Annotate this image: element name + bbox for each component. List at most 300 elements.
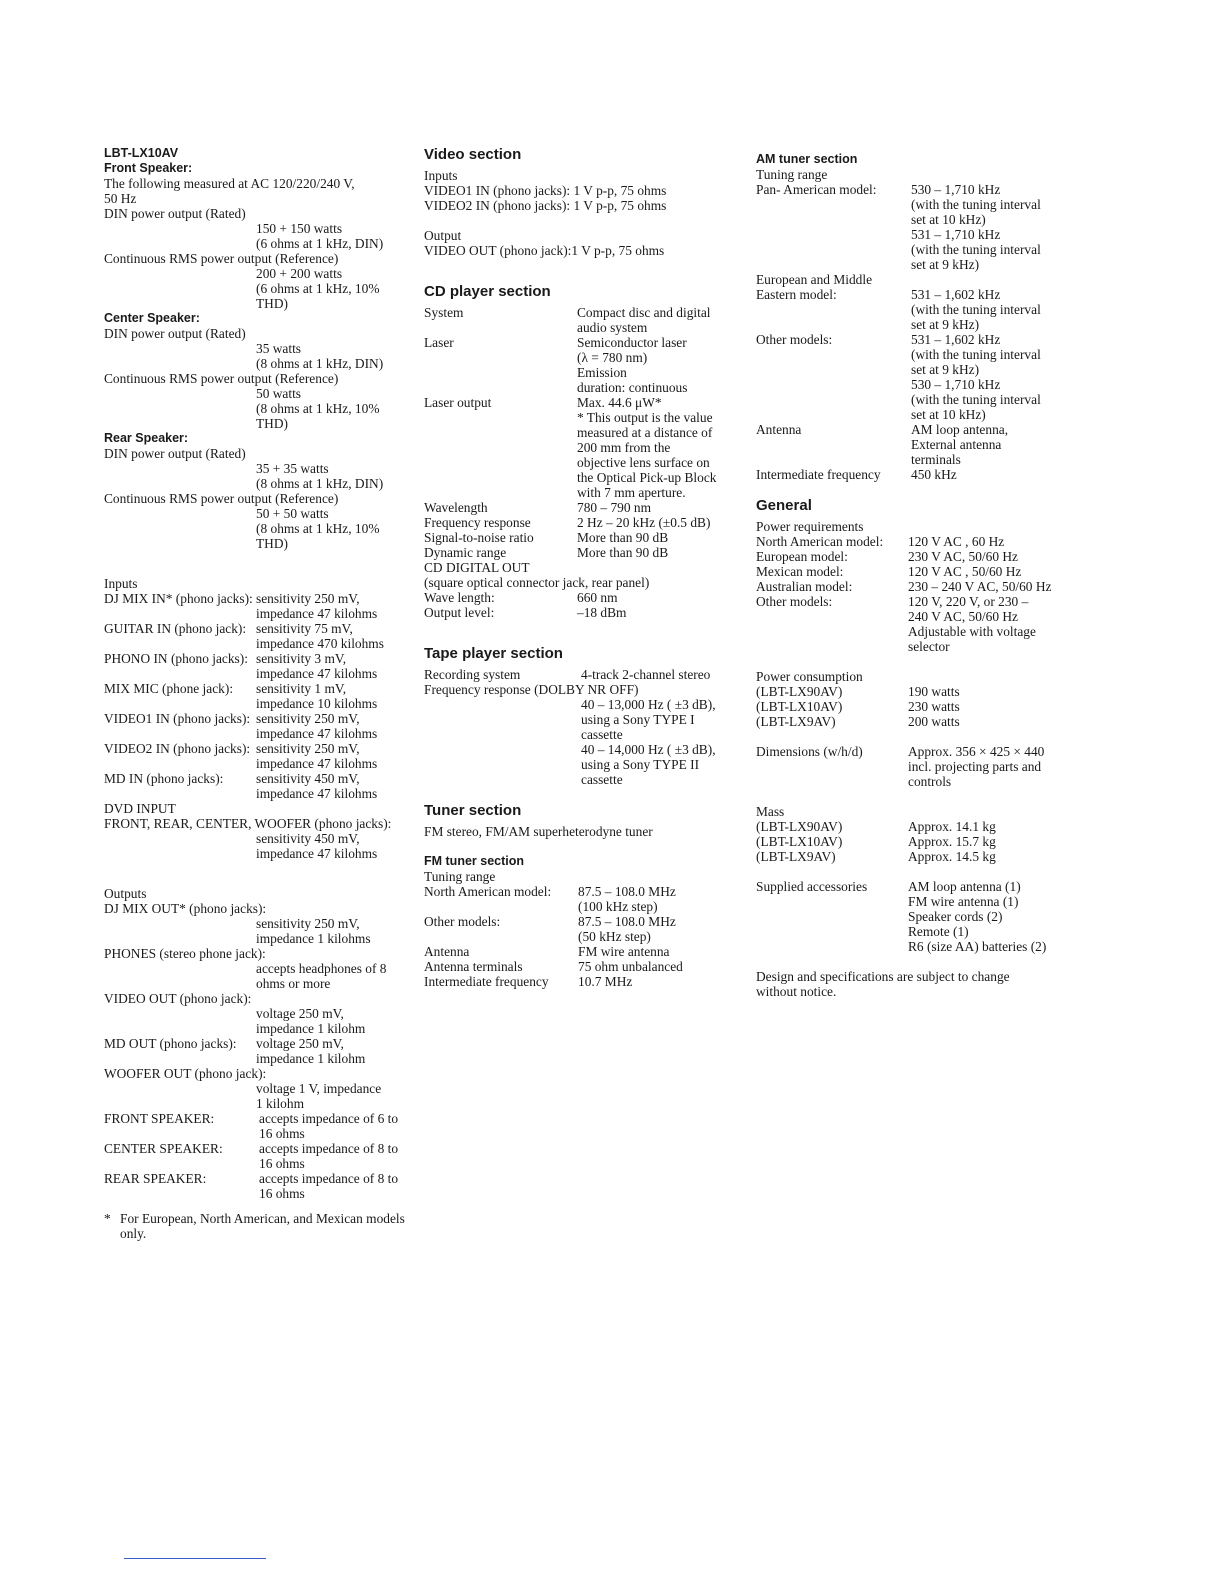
spec-row <box>104 1141 419 1156</box>
spec-label: Other models: <box>756 594 833 609</box>
spec-label: Signal-to-noise ratio <box>424 530 534 545</box>
spec-value-line: Approx. 15.7 kg <box>908 834 996 849</box>
mass-table <box>756 819 1066 864</box>
spec-value <box>578 959 744 974</box>
spec-row <box>424 959 744 974</box>
spec-value: 35 watts <box>256 341 302 356</box>
spec-value: accepts headphones of 8 <box>256 961 387 976</box>
spec-label: Recording system <box>424 667 521 682</box>
spec-value-line: 530 – 1,710 kHz <box>911 377 1001 392</box>
spec-row <box>424 667 744 682</box>
spec-value-line: Approx. 14.5 kg <box>908 849 996 864</box>
inputs-heading: Inputs <box>104 576 138 591</box>
spec-value-line: 780 – 790 nm <box>577 500 652 515</box>
spec-label: CD DIGITAL OUT <box>424 560 530 575</box>
spec-label: DIN power output (Rated) <box>104 326 246 341</box>
spec-label: Mass <box>756 804 785 819</box>
spec-value: sensitivity 250 mV, <box>256 741 360 756</box>
footnote-text: For European, North American, and Mexican models only. <box>120 1211 405 1241</box>
spec-row <box>756 819 1066 834</box>
spec-row <box>424 914 744 944</box>
spec-row <box>756 879 1066 954</box>
spec-label: Wave length: <box>424 590 495 605</box>
spec-row <box>756 422 1066 467</box>
spec-value: voltage 250 mV, <box>256 1006 344 1021</box>
spec-line: FM stereo, FM/AM superheterodyne tuner <box>424 824 653 839</box>
spec-row <box>756 714 1066 729</box>
spec-value <box>577 500 744 515</box>
spec-label: Other models: <box>756 332 833 347</box>
spec-line: VIDEO OUT (phono jack):1 V p-p, 75 ohms <box>424 243 665 258</box>
spec-value <box>908 699 1066 714</box>
spec-value: impedance 47 kilohms <box>256 666 378 681</box>
spec-row <box>424 944 744 959</box>
cd-spec-table <box>424 305 744 560</box>
spec-row <box>424 605 744 620</box>
spec-value: THD) <box>256 536 288 551</box>
spec-label: MD OUT (phono jacks): <box>104 1036 237 1051</box>
spec-label: Power requirements <box>756 519 864 534</box>
dvd-heading: DVD INPUT <box>104 801 176 816</box>
footnote <box>104 1211 419 1241</box>
spec-label: (LBT-LX10AV) <box>756 834 843 849</box>
spec-value-line: set at 10 kHz) <box>911 212 986 227</box>
spec-label: DJ MIX OUT* (phono jacks): <box>104 901 267 916</box>
spec-value-line: 87.5 – 108.0 MHz <box>578 914 676 929</box>
spec-value: impedance 1 kilohm <box>256 1021 366 1036</box>
spec-value: sensitivity 3 mV, <box>256 651 347 666</box>
spec-value <box>908 579 1066 594</box>
spec-value-line: terminals <box>911 452 961 467</box>
spec-label: PHONES (stereo phone jack): <box>104 946 266 961</box>
spec-value: sensitivity 1 mV, <box>256 681 347 696</box>
spec-value: impedance 47 kilohms <box>256 726 378 741</box>
spec-value <box>911 422 1066 467</box>
spec-label: North American model: <box>424 884 552 899</box>
spec-row <box>756 287 1066 332</box>
spec-value: (6 ohms at 1 kHz, 10% <box>256 281 380 296</box>
spec-value <box>577 590 744 605</box>
spec-label: European model: <box>756 549 848 564</box>
spec-label: Antenna <box>756 422 802 437</box>
spec-value-line: with 7 mm aperture. <box>577 485 686 500</box>
spec-value: sensitivity 250 mV, <box>256 916 360 931</box>
spec-value: 50 watts <box>256 386 302 401</box>
spec-label: (LBT-LX9AV) <box>756 714 836 729</box>
spec-label: Frequency response <box>424 515 531 530</box>
spec-row <box>424 884 744 914</box>
spec-value-line: FM wire antenna (1) <box>908 894 1019 909</box>
spec-value <box>908 534 1066 549</box>
spec-value: ohms or more <box>256 976 331 991</box>
spec-row <box>104 1171 419 1186</box>
spec-value-line: Approx. 14.1 kg <box>908 819 996 834</box>
spec-value <box>908 684 1066 699</box>
tape-frequency-values <box>424 697 744 787</box>
disclaimer: Design and specifications are subject to change <box>756 969 1010 984</box>
spec-line: VIDEO2 IN (phono jacks): 1 V p-p, 75 ohms <box>424 198 667 213</box>
power-requirements-table <box>756 534 1066 654</box>
spec-value: impedance 47 kilohms <box>256 606 378 621</box>
spec-value: sensitivity 250 mV, <box>256 711 360 726</box>
spec-value-line: 40 – 14,000 Hz ( ±3 dB), <box>581 742 716 757</box>
spec-label: Supplied accessories <box>756 879 868 894</box>
spec-label: Mexican model: <box>756 564 844 579</box>
spec-value: THD) <box>256 296 288 311</box>
spec-value <box>908 564 1066 579</box>
spec-value <box>908 549 1066 564</box>
spec-label: Output <box>424 228 462 243</box>
spec-label: Australian model: <box>756 579 853 594</box>
spec-label: Other models: <box>424 914 501 929</box>
spec-value-line: FM wire antenna <box>578 944 670 959</box>
spec-value-line: AM loop antenna, <box>911 422 1009 437</box>
spec-value-line: 450 kHz <box>911 467 957 482</box>
spec-value <box>911 182 1066 272</box>
spec-value: sensitivity 250 mV, <box>256 591 360 606</box>
spec-label: Inputs <box>424 168 458 183</box>
spec-value <box>577 335 744 395</box>
spec-value-line: incl. projecting parts and <box>908 759 1042 774</box>
spec-value-line: 87.5 – 108.0 MHz <box>578 884 676 899</box>
spec-label: Tuning range <box>756 167 828 182</box>
spec-value-line: More than 90 dB <box>577 545 669 560</box>
spec-row <box>424 530 744 545</box>
front-note: 50 Hz <box>104 191 137 206</box>
spec-value <box>908 744 1066 789</box>
spec-value: (6 ohms at 1 kHz, DIN) <box>256 236 384 251</box>
spec-label: PHONO IN (phono jacks): <box>104 651 248 666</box>
spec-value-line: measured at a distance of <box>577 425 713 440</box>
column-am-general <box>756 146 1066 999</box>
spec-row <box>424 500 744 515</box>
spec-value: 150 + 150 watts <box>256 221 343 236</box>
spec-value-line: selector <box>908 639 950 654</box>
cd-digital-table <box>424 590 744 620</box>
spec-label: Output level: <box>424 605 495 620</box>
spec-label: Tuning range <box>424 869 496 884</box>
spec-value-line: AM loop antenna (1) <box>908 879 1021 894</box>
video-section-title: Video section <box>424 146 522 163</box>
spec-row <box>756 534 1066 549</box>
spec-label: Intermediate frequency <box>756 467 881 482</box>
spec-value-line: 120 V AC , 50/60 Hz <box>908 564 1022 579</box>
spec-row <box>756 579 1066 594</box>
spec-value <box>577 605 744 620</box>
spec-label: Wavelength <box>424 500 488 515</box>
spec-value <box>577 530 744 545</box>
spec-value-line: 230 watts <box>908 699 960 714</box>
cd-section-title: CD player section <box>424 283 551 300</box>
spec-label: DJ MIX IN* (phono jacks): <box>104 591 253 606</box>
spec-value: impedance 1 kilohm <box>256 1051 366 1066</box>
spec-row <box>424 515 744 530</box>
spec-value-line: 200 watts <box>908 714 960 729</box>
spec-label: Power consumption <box>756 669 863 684</box>
spec-value <box>908 594 1066 654</box>
spec-label: MIX MIC (phone jack): <box>104 681 234 696</box>
spec-value: (8 ohms at 1 kHz, DIN) <box>256 356 384 371</box>
spec-value <box>578 884 744 914</box>
spec-value-line: Max. 44.6 μW* <box>577 395 662 410</box>
spec-value-line: (with the tuning interval <box>911 392 1041 407</box>
spec-value-line: 75 ohm unbalanced <box>578 959 683 974</box>
spec-value <box>578 974 744 989</box>
spec-label: (LBT-LX90AV) <box>756 684 843 699</box>
spec-value: 50 + 50 watts <box>256 506 329 521</box>
spec-row <box>104 741 419 756</box>
spec-label: WOOFER OUT (phono jack): <box>104 1066 267 1081</box>
spec-value-line: (100 kHz step) <box>578 899 658 914</box>
spec-value-line: 190 watts <box>908 684 960 699</box>
spec-label: Intermediate frequency <box>424 974 549 989</box>
spec-label: Dimensions (w/h/d) <box>756 744 863 759</box>
spec-row <box>756 182 1066 272</box>
spec-value-line: 660 nm <box>577 590 618 605</box>
spec-row <box>424 395 744 500</box>
spec-line: (square optical connector jack, rear panel) <box>424 575 650 590</box>
spec-value: sensitivity 75 mV, <box>256 621 353 636</box>
spec-value-line: Semiconductor laser <box>577 335 687 350</box>
disclaimer: without notice. <box>756 984 837 999</box>
spec-label: CENTER SPEAKER: <box>104 1141 223 1156</box>
spec-value-line: Speaker cords (2) <box>908 909 1003 924</box>
spec-value: impedance 1 kilohms <box>256 931 371 946</box>
spec-value: accepts impedance of 8 to <box>259 1171 399 1186</box>
spec-value: impedance 47 kilohms <box>256 786 378 801</box>
spec-row <box>424 545 744 560</box>
spec-row <box>424 305 744 335</box>
spec-value <box>908 849 1066 864</box>
spec-value-line: Compact disc and digital <box>577 305 711 320</box>
spec-label: (LBT-LX10AV) <box>756 699 843 714</box>
spec-value-line: 531 – 1,602 kHz <box>911 287 1001 302</box>
spec-value-line: 40 – 13,000 Hz ( ±3 dB), <box>581 697 716 712</box>
spec-value-line: using a Sony TYPE I <box>581 712 695 727</box>
model-title: LBT-LX10AV <box>104 146 179 160</box>
spec-label: North American model: <box>756 534 884 549</box>
spec-value <box>908 834 1066 849</box>
spec-label: European and Middle <box>756 272 873 287</box>
spec-row <box>756 744 1066 789</box>
spec-value-line: –18 dBm <box>577 605 627 620</box>
spec-row <box>104 711 419 726</box>
spec-value: (8 ohms at 1 kHz, DIN) <box>256 476 384 491</box>
spec-row <box>756 849 1066 864</box>
spec-value-line: (with the tuning interval <box>911 347 1041 362</box>
spec-label: Eastern model: <box>756 287 837 302</box>
spec-line: VIDEO1 IN (phono jacks): 1 V p-p, 75 ohms <box>424 183 667 198</box>
spec-row <box>104 771 419 786</box>
spec-value-line: (50 kHz step) <box>578 929 651 944</box>
spec-value-line: Adjustable with voltage <box>908 624 1036 639</box>
spec-row <box>104 651 419 666</box>
spec-value-line: using a Sony TYPE II <box>581 757 700 772</box>
spec-value-line: set at 9 kHz) <box>911 362 980 377</box>
spec-label: VIDEO1 IN (phono jacks): <box>104 711 251 726</box>
spec-value-line: (with the tuning interval <box>911 197 1041 212</box>
spec-value: (8 ohms at 1 kHz, 10% <box>256 401 380 416</box>
spec-value: impedance 47 kilohms <box>256 756 378 771</box>
spec-label: Continuous RMS power output (Reference) <box>104 251 339 266</box>
spec-value-line: cassette <box>581 727 623 742</box>
spec-value-line: 120 V, 220 V, or 230 – <box>908 594 1029 609</box>
spec-label: Laser output <box>424 395 492 410</box>
spec-value-line: controls <box>908 774 952 789</box>
spec-value-line: objective lens surface on <box>577 455 710 470</box>
fm-spec-table <box>424 884 744 989</box>
spec-value-line: set at 10 kHz) <box>911 407 986 422</box>
inputs-list <box>104 591 419 801</box>
general-section-title: General <box>756 497 812 514</box>
tuner-section-title: Tuner section <box>424 802 522 819</box>
tape-section-title: Tape player section <box>424 645 563 662</box>
spec-row <box>424 335 744 395</box>
center-speaker-title: Center Speaker: <box>104 311 200 325</box>
spec-value-line: 531 – 1,710 kHz <box>911 227 1001 242</box>
spec-value <box>578 914 744 944</box>
spec-label: FRONT SPEAKER: <box>104 1111 215 1126</box>
spec-label: VIDEO2 IN (phono jacks): <box>104 741 251 756</box>
front-note: The following measured at AC 120/220/240 V, <box>104 176 355 191</box>
spec-value-line: 530 – 1,710 kHz <box>911 182 1001 197</box>
spec-row <box>756 684 1066 699</box>
spec-value <box>908 819 1066 834</box>
spec-label: DIN power output (Rated) <box>104 446 246 461</box>
spec-row <box>424 590 744 605</box>
spec-row <box>104 681 419 696</box>
spec-row <box>104 621 419 636</box>
spec-row <box>104 1036 419 1051</box>
spec-value <box>911 332 1066 422</box>
spec-label: Antenna terminals <box>424 959 523 974</box>
spec-value: voltage 1 V, impedance <box>256 1081 382 1096</box>
spec-value-line: 10.7 MHz <box>578 974 633 989</box>
spec-label: (LBT-LX90AV) <box>756 819 843 834</box>
spec-value <box>908 879 1066 954</box>
spec-value: sensitivity 450 mV, <box>256 831 360 846</box>
spec-label: Continuous RMS power output (Reference) <box>104 491 339 506</box>
spec-value-line: (with the tuning interval <box>911 242 1041 257</box>
spec-label: (LBT-LX9AV) <box>756 849 836 864</box>
spec-value-line: duration: continuous <box>577 380 688 395</box>
spec-value: 16 ohms <box>259 1186 305 1201</box>
spec-value-line: External antenna <box>911 437 1002 452</box>
spec-row <box>756 564 1066 579</box>
spec-value-line: the Optical Pick-up Block <box>577 470 717 485</box>
spec-row <box>424 974 744 989</box>
spec-value: sensitivity 450 mV, <box>256 771 360 786</box>
spec-value-line: Emission <box>577 365 627 380</box>
spec-value-line: * This output is the value <box>577 410 713 425</box>
spec-value: 4-track 2-channel stereo <box>581 667 711 682</box>
am-section-title: AM tuner section <box>756 152 858 166</box>
spec-value: THD) <box>256 416 288 431</box>
spec-value: 16 ohms <box>259 1126 305 1141</box>
spec-value-line: set at 9 kHz) <box>911 257 980 272</box>
spec-label: REAR SPEAKER: <box>104 1171 207 1186</box>
spec-label: GUITAR IN (phono jack): <box>104 621 247 636</box>
spec-value <box>577 305 744 335</box>
spec-value-line: 240 V AC, 50/60 Hz <box>908 609 1018 624</box>
spec-row <box>756 467 1066 482</box>
spec-value-line: Remote (1) <box>908 924 969 939</box>
spec-value-line: R6 (size AA) batteries (2) <box>908 939 1047 954</box>
spec-value-line: audio system <box>577 320 648 335</box>
spec-value <box>577 545 744 560</box>
spec-value: accepts impedance of 8 to <box>259 1141 399 1156</box>
spec-value-line: 230 – 240 V AC, 50/60 Hz <box>908 579 1052 594</box>
rear-speaker-title: Rear Speaker: <box>104 431 189 445</box>
spec-label: DIN power output (Rated) <box>104 206 246 221</box>
power-consumption-table <box>756 684 1066 729</box>
spec-label: Antenna <box>424 944 470 959</box>
spec-value-line: (with the tuning interval <box>911 302 1041 317</box>
spec-row <box>756 332 1066 422</box>
spec-label: System <box>424 305 464 320</box>
front-speaker-title: Front Speaker: <box>104 161 193 175</box>
spec-label: MD IN (phono jacks): <box>104 771 224 786</box>
spec-label: VIDEO OUT (phono jack): <box>104 991 252 1006</box>
spec-row <box>104 1111 419 1126</box>
spec-value-line: 2 Hz – 20 kHz (±0.5 dB) <box>577 515 711 530</box>
spec-value <box>578 944 744 959</box>
spec-value <box>577 515 744 530</box>
spec-value <box>911 467 1066 482</box>
spec-value: accepts impedance of 6 to <box>259 1111 399 1126</box>
spec-value-line: Approx. 356 × 425 × 440 <box>908 744 1045 759</box>
outputs-heading: Outputs <box>104 886 147 901</box>
spec-value <box>911 287 1066 332</box>
spec-value: voltage 250 mV, <box>256 1036 344 1051</box>
spec-label: Laser <box>424 335 454 350</box>
spec-value: impedance 10 kilohms <box>256 696 378 711</box>
spec-label: Continuous RMS power output (Reference) <box>104 371 339 386</box>
dvd-line: FRONT, REAR, CENTER, WOOFER (phono jacks): <box>104 816 392 831</box>
spec-value-line: 531 – 1,602 kHz <box>911 332 1001 347</box>
spec-row <box>756 834 1066 849</box>
spec-value-line: 230 V AC, 50/60 Hz <box>908 549 1018 564</box>
spec-row <box>756 594 1066 654</box>
spec-value <box>577 395 744 500</box>
spec-value: 1 kilohm <box>256 1096 304 1111</box>
spec-value-line: cassette <box>581 772 623 787</box>
footnote-star: * <box>104 1211 111 1226</box>
spec-value: 35 + 35 watts <box>256 461 329 476</box>
spec-value-line: set at 9 kHz) <box>911 317 980 332</box>
spec-value: 200 + 200 watts <box>256 266 343 281</box>
spec-value: impedance 47 kilohms <box>256 846 378 861</box>
spec-value-line: 120 V AC , 60 Hz <box>908 534 1005 549</box>
spec-value-line: (λ = 780 nm) <box>577 350 648 365</box>
spec-value-line: 200 mm from the <box>577 440 671 455</box>
column-amplifier <box>104 146 419 1241</box>
spec-label: Dynamic range <box>424 545 507 560</box>
speaker-outputs-list <box>104 1111 419 1201</box>
spec-row <box>756 549 1066 564</box>
page-rule <box>124 1558 266 1559</box>
fm-section-title: FM tuner section <box>424 854 525 868</box>
spec-row <box>756 699 1066 714</box>
spec-value: 16 ohms <box>259 1156 305 1171</box>
spec-value-line: More than 90 dB <box>577 530 669 545</box>
spec-value: impedance 470 kilohms <box>256 636 384 651</box>
spec-label: Frequency response (DOLBY NR OFF) <box>424 682 639 697</box>
spec-value: (8 ohms at 1 kHz, 10% <box>256 521 380 536</box>
spec-value <box>908 714 1066 729</box>
spec-label: Pan- American model: <box>756 182 877 197</box>
spec-row <box>104 591 419 606</box>
